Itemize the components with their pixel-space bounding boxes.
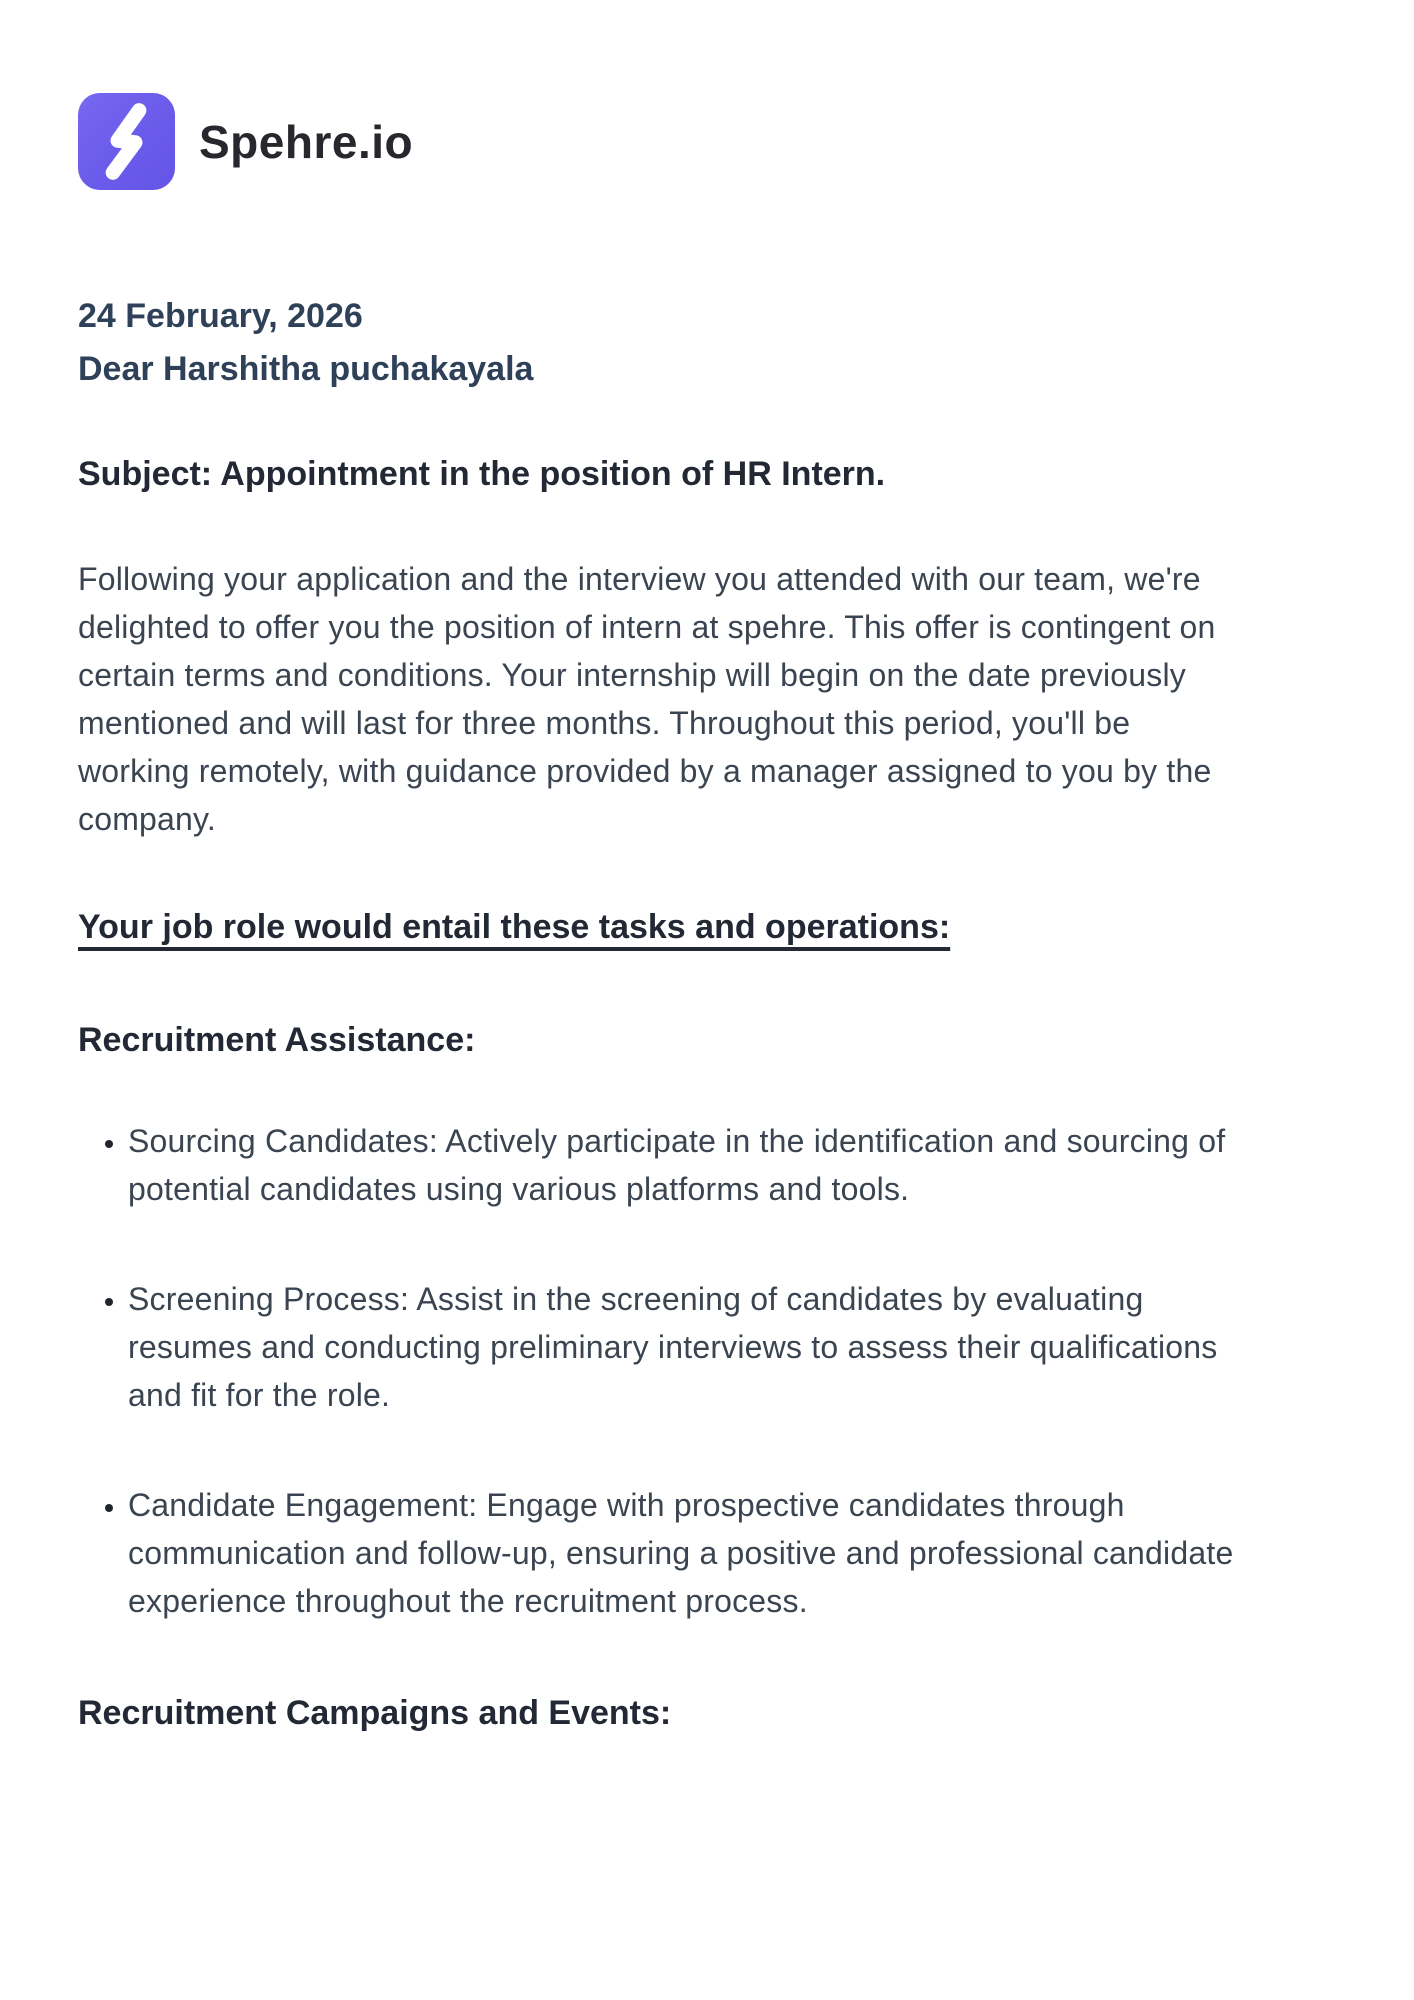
brand-wordmark: Spehre.io (199, 115, 414, 168)
letter-greeting: Dear Harshitha puchakayala (78, 350, 534, 388)
letter-date: 24 February, 2026 (78, 297, 363, 335)
spehre-logo (78, 93, 175, 190)
recruitment-assistance-list (78, 1117, 1336, 1625)
section-title-recruitment-assistance: Recruitment Assistance: (78, 1021, 476, 1059)
list-item-screening-process: • Screening Process: Assist in the screening of candidates by evaluating resumes and conducting preliminary interviews to assess their qualifications and fit for the role. (128, 1275, 1248, 1419)
intro-paragraph: Following your application and the interview you attended with our team, we're delighted to offer you the position of intern at spehre. This offer is contingent on certain terms and conditions. Your internship will begin on the date previously mentioned and will last for three months. Throughout this period, you'll be working remotely, with guidance provided by a manager assigned to you by the company. (78, 561, 1216, 837)
tasks-heading: Your job role would entail these tasks and operations: (78, 908, 951, 946)
section-title-recruitment-campaigns: Recruitment Campaigns and Events: (78, 1694, 672, 1732)
brand-header (78, 93, 1336, 190)
letter-subject: Subject: Appointment in the position of HR Intern. (78, 455, 886, 493)
list-item-sourcing-candidates: • Sourcing Candidates: Actively participate in the identification and sourcing of potential candidates using various platforms and tools. (128, 1117, 1248, 1213)
s-bolt-icon (78, 93, 175, 190)
list-item-candidate-engagement: • Candidate Engagement: Engage with prospective candidates through communication and follow-up, ensuring a positive and professional candidate experience throughout the recruitment process. (128, 1481, 1248, 1625)
